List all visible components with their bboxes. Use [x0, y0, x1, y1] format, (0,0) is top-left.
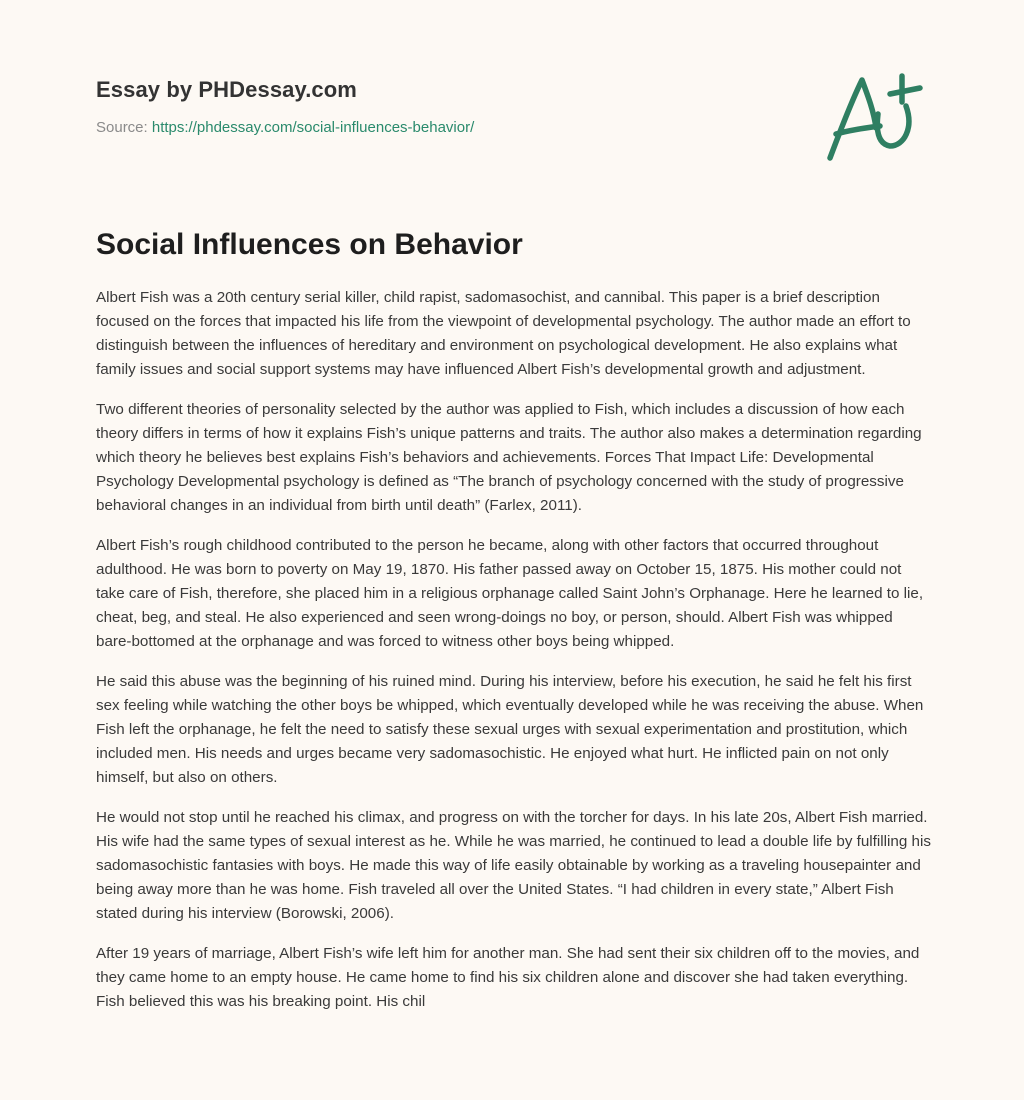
essay-paragraph: After 19 years of marriage, Albert Fish’s wife left him for another man. She had sent their six children off to the movies, and they came home to an empty house. He came home to find his six children alone and discover she had taken everything. Fish believed this was his breaking point. His chil	[96, 945, 920, 1010]
a-plus-grade-icon	[820, 66, 930, 166]
site-title: Essay by PHDessay.com	[96, 77, 357, 102]
essay-paragraph: Albert Fish’s rough childhood contributed to the person he became, along with other factors that occurred throughout adulthood. He was born to poverty on May 19, 1870. His father passed away on October 15, 1875. His mother could not take care of Fish, therefore, she placed him in a religious orphanage called Saint John’s Orphanage. Here he learned to lie, cheat, beg, and steal. He also experienced and seen wrong-doings no boy, or person, should. Albert Fish was whipped bare-bottomed at the orphanage and was forced to witness other boys being whipped.	[96, 537, 924, 650]
essay-content	[96, 224, 932, 1030]
source-label: Source:	[96, 119, 148, 136]
essay-paragraph: He would not stop until he reached his climax, and progress on with the torcher for days. In his late 20s, Albert Fish married. His wife had the same types of sexual interest as he. While he was married, he continued to lead a double life by fulfilling his sadomasochistic fantasies with boys. He made this way of life easily obtainable by working as a traveling housepainter and being away more than he was home. Fish traveled all over the United States. “I had children in every state,” Albert Fish stated during his interview (Borowski, 2006).	[96, 809, 931, 922]
essay-paragraph: Two different theories of personality selected by the author was applied to Fish, which includes a discussion of how each theory differs in terms of how it explains Fish’s unique patterns and traits. The author also makes a determination regarding which theory he believes best explains Fish’s behaviors and achievements. Forces That Impact Life: Developmental Psychology Developmental psychology is defined as “The branch of psychology concerned with the study of progressive behavioral changes in an individual from birth until death” (Farlex, 2011).	[96, 401, 922, 514]
essay-title: Social Influences on Behavior	[96, 228, 523, 261]
page-header	[96, 74, 928, 140]
source-link[interactable]: https://phdessay.com/social-influences-behavior/	[151, 119, 475, 136]
source-line	[96, 116, 928, 140]
essay-paragraph: He said this abuse was the beginning of his ruined mind. During his interview, before his execution, he said he felt his first sex feeling while watching the other boys be whipped, which eventually developed while he was receiving the abuse. When Fish left the orphanage, he felt the need to satisfy these sexual urges with sexual experimentation and prostitution, which included men. His needs and urges became very sadomasochistic. He enjoyed what hurt. He inflicted pain on not only himself, but also on others.	[96, 673, 924, 786]
essay-paragraph: Albert Fish was a 20th century serial killer, child rapist, sadomasochist, and cannibal. This paper is a brief description focused on the forces that impacted his life from the viewpoint of developmental psychology. The author made an effort to distinguish between the influences of hereditary and environment on psychological development. He also explains what family issues and social support systems may have influenced Albert Fish’s developmental growth and adjustment.	[96, 289, 911, 378]
